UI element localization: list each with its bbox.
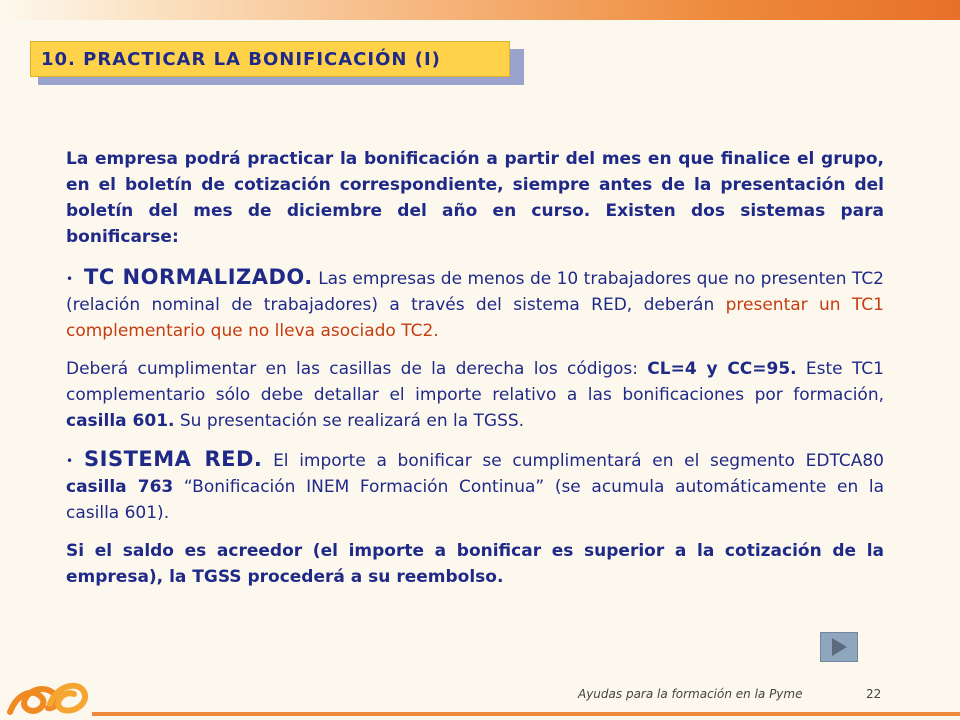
bullet-heading: TC NORMALIZADO.	[84, 265, 313, 289]
top-gradient-bar	[0, 0, 960, 20]
codes-bold-1: CL=4 y CC=95.	[647, 359, 797, 379]
codes-text-1: Deberá cumplimentar en las casillas de la derecha los códigos:	[66, 359, 648, 379]
bullet-highlight: presentar un TC1 complementario que no lleva asociado TC2.	[66, 295, 884, 341]
codes-text-3: Su presentación se realizará en la TGSS.	[174, 411, 525, 431]
next-slide-button[interactable]	[820, 632, 858, 662]
bullet-bold: casilla 763	[66, 477, 174, 497]
footer-divider	[92, 712, 960, 716]
brand-logo	[4, 674, 92, 720]
title-box	[30, 41, 510, 77]
bullet-sistema-red	[66, 446, 884, 526]
bullet-marker: •	[66, 454, 74, 468]
slide-content	[66, 146, 884, 590]
bullet-text-2: “Bonificación INEM Formación Continua” (se acumula automáticamente en la casilla 601).	[66, 477, 884, 523]
page-number: 22	[866, 687, 882, 701]
bullet-marker: •	[66, 272, 74, 286]
page-title: 10. PRACTICAR LA BONIFICACIÓN (I)	[41, 48, 441, 70]
bullet-text-1: El importe a bonificar se cumplimentará en el segmento EDTCA80	[262, 451, 884, 471]
closing-paragraph: Si el saldo es acreedor (el importe a bonificar es superior a la cotización de la empresa), la TGSS procederá a su reembolso.	[66, 541, 884, 587]
bullet-heading: SISTEMA RED.	[84, 447, 263, 471]
bullet-text: Las empresas de menos de 10 trabajadores que no presenten TC2 (relación nominal de trabajadores) a través del sistema RED, deberán	[66, 269, 885, 315]
footer-caption: Ayudas para la formación en la Pyme	[578, 687, 803, 701]
bullet-tc-normalizado	[66, 264, 884, 344]
intro-paragraph: La empresa podrá practicar la bonificación a partir del mes en que finalice el grupo, en el boletín de cotización correspondiente, siempre antes de la presentación del boletín del mes de diciembre del año en curso. Existen dos sistemas para bonificarse:	[66, 149, 884, 247]
codes-paragraph	[66, 356, 884, 434]
play-triangle-icon	[832, 638, 847, 656]
codes-text-2: Este TC1 complementario sólo debe detallar el importe relativo a las bonificaciones por formación,	[66, 359, 884, 405]
codes-bold-2: casilla 601.	[66, 411, 175, 431]
